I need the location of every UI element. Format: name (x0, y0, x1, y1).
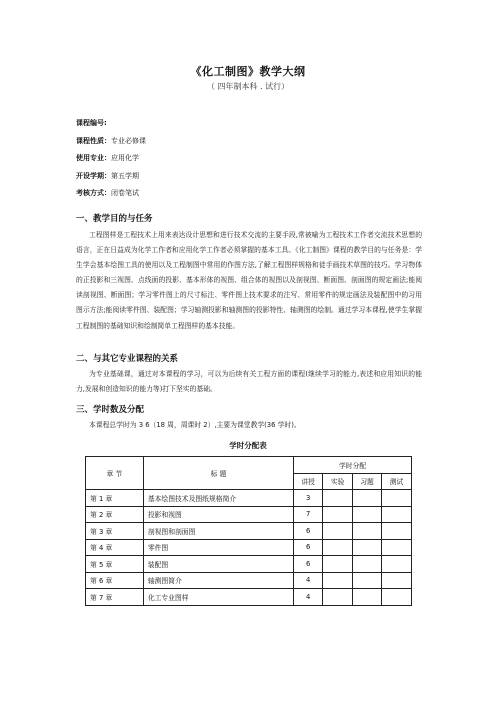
meta-row-assessment: 考核方式：闭卷笔试 (76, 189, 139, 198)
header-test: 测试 (382, 473, 412, 490)
table-row: 第 1 章 基本绘图技术及图纸规格简介 3 (86, 490, 412, 507)
hours-allocation-table (85, 456, 412, 606)
header-chapter: 章 节 (86, 457, 144, 490)
table-row: 第 5 章 装配图 6 (86, 556, 412, 573)
course-meta (76, 115, 146, 203)
section-text-2: 为专业基础课，通过对本课程的学习，可以为后续有关工程方面的课程(继续学习的能力,表述和应用知识的能力,发展和创造知识的能力等)打下坚实的基础。 (76, 370, 422, 394)
table-caption: 学时分配表 (229, 441, 267, 450)
page-subtitle: （ 四年制本科 . 试行） (206, 82, 290, 91)
section-heading-2: 二、与其它专业课程的关系 (76, 354, 179, 364)
table-row: 第 7 章 化工专业图样 4 (86, 589, 412, 606)
section-heading-1: 一、教学目的与任务 (76, 214, 153, 224)
header-lab: 实验 (323, 473, 353, 490)
table-row: 第 4 章 零件图 6 (86, 539, 412, 556)
table-row: 第 3 章 剖视图和剖面图 6 (86, 523, 412, 540)
meta-row-course-number: 课程编号: (76, 119, 107, 127)
section-heading-3: 三、学时数及分配 (76, 405, 145, 415)
table-row: 第 2 章 投影和视图 7 (86, 506, 412, 523)
section-text-3: 本课程总学时为 3 6（18 周，周课时 2）,主要为课堂教学(36 学时)。 (89, 421, 301, 429)
section-text-1: 工程图样是工程技术上用来表达设计思想和进行技术交流的主要手段,常被喻为工程技术工作者交流技术思想的语言，正在日益成为化学工作者和应用化学工作者必须掌握的基本工具。《化工制图》课程的教学目的与任务是：学生学会基本绘图工具的使用以及工程制图中常用的作图方法,了解工程图样规格和徒手画技术草图的技巧。学习物体的正投影和三视图、点线面的投影、基本形体的视图、组合体的视图以及剖视图、断面图、剖面图的规定画法;能阅读剖视图、断面图；学习零件图上的尺寸标注、零件图上技术要求的注写、常用零件的规定画法及装配图中的习用图示方法;能阅读零件图、装配图；学习轴测投影和轴测图的投影特性、轴测图的绘制。通过学习本课程,使学生掌握工程制图的基础知识和绘制简单工程图样的基本技能。 (76, 231, 422, 330)
table-header-row (86, 457, 412, 474)
header-lecture: 讲授 (294, 473, 323, 490)
header-exercise: 习题 (353, 473, 382, 490)
meta-row-course-type: 课程性质：专业必修课 (76, 136, 146, 145)
meta-row-major: 使用专业：应用化学 (76, 154, 139, 163)
page-title: 《化工制图》教学大纲 (190, 65, 306, 78)
header-hours-group: 学时分配 (294, 457, 412, 474)
meta-row-semester: 开设学期：第五学期 (76, 171, 139, 180)
header-title: 标 题 (143, 457, 293, 490)
table-row: 第 6 章 轴测图简介 4 (86, 572, 412, 589)
